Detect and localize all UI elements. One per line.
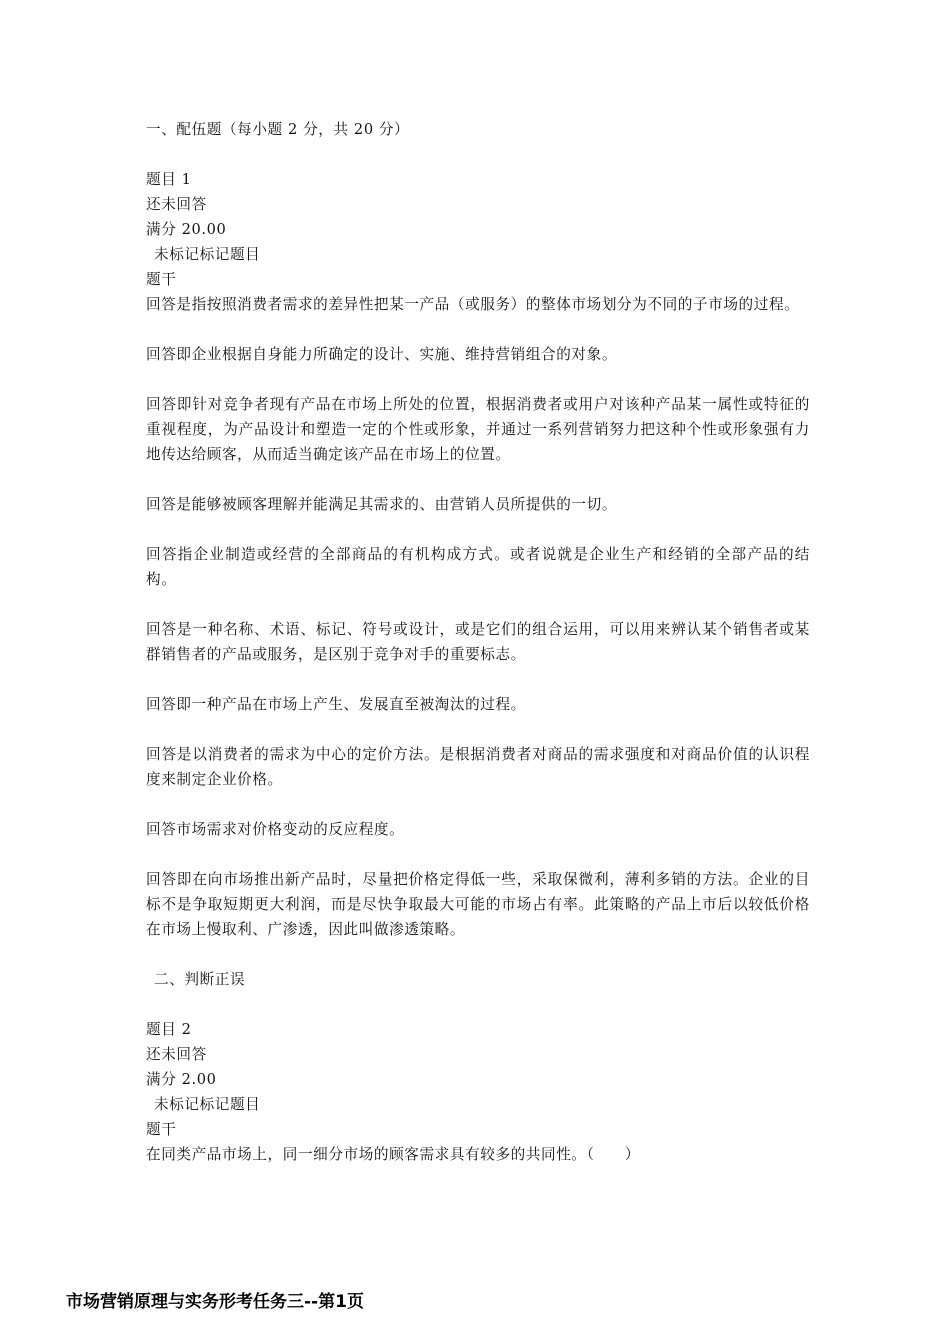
spacer [146,317,810,342]
matching-item-2: 回答即企业根据自身能力所确定的设计、实施、维持营销组合的对象。 [146,346,618,363]
question-2-stem-label: 题干 [146,1121,177,1138]
question-2-flag-toggle[interactable]: 未标记标记题目 [154,1096,261,1113]
question-1-flag-toggle[interactable]: 未标记标记题目 [154,246,261,263]
question-1-score: 满分 20.00 [146,221,227,238]
question-2-number: 题目 2 [146,1021,192,1038]
question-1-stem-label: 题干 [146,271,177,288]
question-2-stem: 在同类产品市场上，同一细分市场的顾客需求具有较多的共同性。（ ） [146,1146,641,1163]
spacer [146,717,810,742]
matching-item-1: 回答是指按照消费者需求的差异性把某一产品（或服务）的整体市场划分为不同的子市场的过程。 [146,296,800,313]
spacer [146,367,810,392]
matching-item-4: 回答是能够被顾客理解并能满足其需求的、由营销人员所提供的一切。 [146,496,618,513]
question-1-status: 还未回答 [146,196,207,213]
spacer [146,142,810,167]
spacer [146,842,810,867]
matching-item-5: 回答指企业制造或经营的全部商品的有机构成方式。或者说就是企业生产和经销的全部产品的结构。 [146,546,810,588]
spacer [146,942,810,967]
question-2-status: 还未回答 [146,1046,207,1063]
matching-item-10: 回答即在向市场推出新产品时，尽量把价格定得低一些，采取保微利，薄利多销的方法。企业的目标不是争取短期更大利润，而是尽快争取最大可能的市场占有率。此策略的产品上市后以较低价格在市场上慢取利、广渗透，因此叫做渗透策略。 [146,871,810,938]
document-content [146,117,810,1167]
spacer [146,667,810,692]
matching-item-7: 回答即一种产品在市场上产生、发展直至被淘汰的过程。 [146,696,526,713]
matching-item-3: 回答即针对竞争者现有产品在市场上所处的位置，根据消费者或用户对该种产品某一属性或特征的重视程度，为产品设计和塑造一定的个性或形象，并通过一系列营销努力把这种个性或形象强有力地传达给顾客，从而适当确定该产品在市场上的位置。 [146,396,810,463]
spacer [146,992,810,1017]
spacer [146,792,810,817]
question-1-number: 题目 1 [146,171,192,188]
page-footer: 市场营销原理与实务形考任务三--第1页 [66,1292,364,1312]
section-2-heading: 二、判断正误 [154,971,246,988]
section-1-heading: 一、配伍题（每小题 2 分，共 20 分） [146,121,410,138]
matching-item-8: 回答是以消费者的需求为中心的定价方法。是根据消费者对商品的需求强度和对商品价值的认识程度来制定企业价格。 [146,746,810,788]
spacer [146,592,810,617]
question-2-score: 满分 2.00 [146,1071,217,1088]
spacer [146,467,810,492]
spacer [146,517,810,542]
matching-item-9: 回答市场需求对价格变动的反应程度。 [146,821,405,838]
matching-item-6: 回答是一种名称、术语、标记、符号或设计，或是它们的组合运用，可以用来辨认某个销售者或某群销售者的产品或服务，是区别于竞争对手的重要标志。 [146,621,810,663]
